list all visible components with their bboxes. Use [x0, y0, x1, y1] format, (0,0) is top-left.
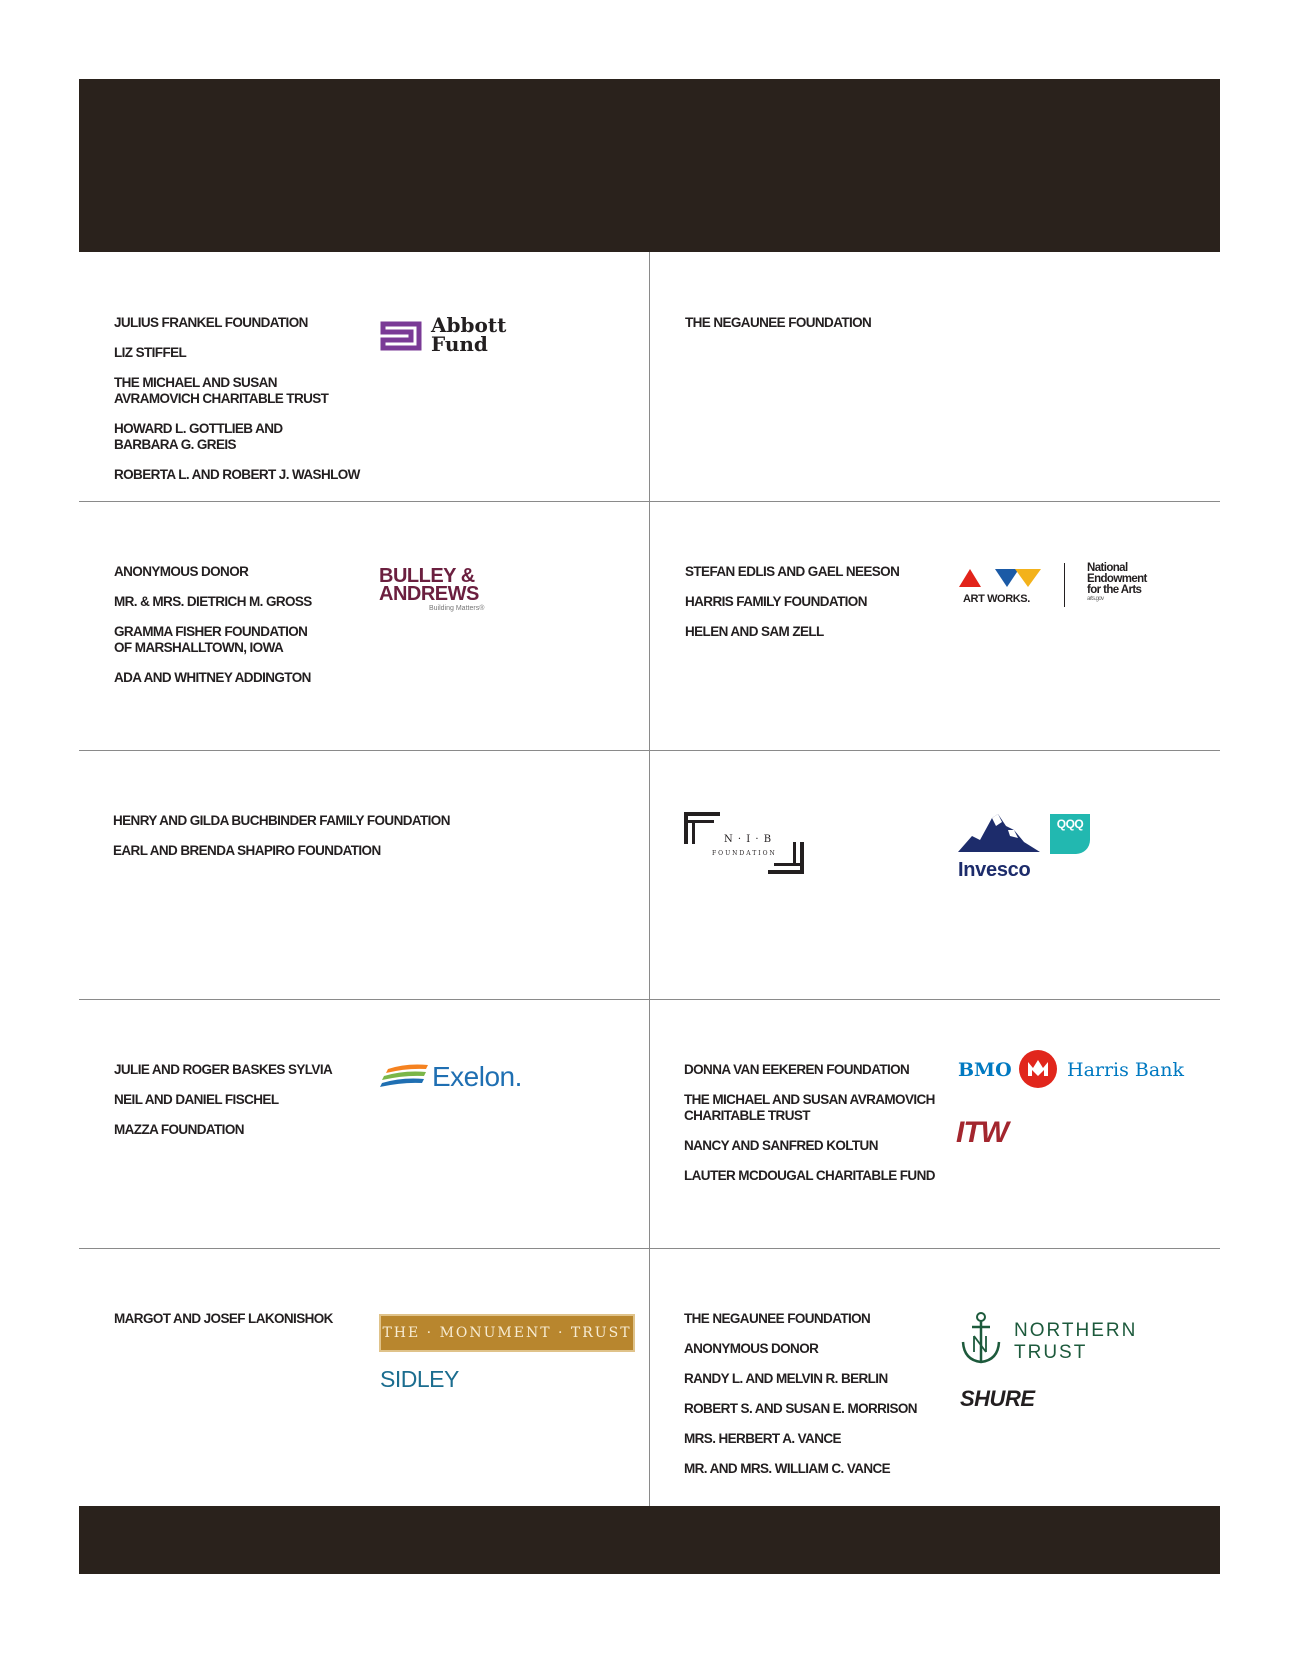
donor-list [684, 1311, 917, 1491]
donor-name: THE MICHAEL AND SUSAN AVRAMOVICH CHARITABLE TRUST [684, 1092, 935, 1123]
donor-list [114, 564, 312, 700]
donor-cell [79, 750, 649, 999]
mountain-icon [958, 812, 1040, 852]
nib-bracket-icon [684, 812, 814, 882]
donor-name: THE NEGAUNEE FOUNDATION [684, 1311, 871, 1326]
top-banner [79, 79, 1220, 252]
donor-cell [79, 252, 649, 501]
donor-name: JULIE AND ROGER BASKES SYLVIA [114, 1062, 333, 1077]
donor-name: THE NEGAUNEE FOUNDATION [685, 315, 872, 330]
monument-text: THE · MONUMENT · TRUST [382, 1325, 632, 1341]
shure-text: SHURE [960, 1386, 1035, 1411]
donor-name: ANONYMOUS DONOR [684, 1341, 819, 1356]
art-works-text: ART WORKS. [963, 593, 1030, 605]
donor-name: HOWARD L. GOTTLIEB AND BARBARA G. GREIS [114, 421, 283, 452]
donor-name: MR. & MRS. DIETRICH M. GROSS [114, 594, 312, 609]
donor-cell [650, 501, 1220, 750]
abbott-fund-logo [379, 313, 519, 356]
donor-name: JULIUS FRANKEL FOUNDATION [114, 315, 308, 330]
donor-name: DONNA VAN EEKEREN FOUNDATION [684, 1062, 910, 1077]
bmo-text: BMO [958, 1059, 1012, 1081]
exelon-stripes-icon [380, 1063, 430, 1091]
donor-name: NANCY AND SANFRED KOLTUN [684, 1138, 878, 1153]
donor-cell [650, 999, 1220, 1248]
donor-name: THE MICHAEL AND SUSAN AVRAMOVICH CHARITABLE TRUST [114, 375, 329, 406]
nea-logo [959, 563, 1169, 613]
donor-name: MARGOT AND JOSEF LAKONISHOK [114, 1311, 333, 1326]
abbott-mark-icon [379, 318, 423, 354]
donor-list [114, 1062, 332, 1152]
bulley-tagline: Building Matters® [429, 605, 485, 612]
exelon-logo [380, 1061, 530, 1101]
donor-cell [79, 1248, 649, 1506]
qqq-badge [1050, 814, 1090, 854]
donor-name: MAZZA FOUNDATION [114, 1122, 244, 1137]
art-works-triangles-icon [959, 567, 1045, 589]
donor-name: MR. AND MRS. WILLIAM C. VANCE [684, 1461, 891, 1476]
donor-list [684, 1062, 935, 1198]
donor-name: STEFAN EDLIS AND GAEL NEESON [685, 564, 900, 579]
donor-name: ROBERT S. AND SUSAN E. MORRISON [684, 1401, 917, 1416]
monument-trust-logo [379, 1314, 635, 1352]
donor-list [114, 315, 360, 497]
donor-name: ANONYMOUS DONOR [114, 564, 249, 579]
shure-logo [960, 1386, 1070, 1412]
donor-name: RANDY L. AND MELVIN R. BERLIN [684, 1371, 888, 1386]
nib-text: N · I · B [724, 834, 773, 845]
donor-name: MRS. HERBERT A. VANCE [684, 1431, 841, 1446]
bmo-harris-logo [958, 1049, 1198, 1091]
donor-list [685, 315, 871, 345]
donor-cell [650, 750, 1220, 999]
invesco-text: Invesco [958, 859, 1031, 881]
donor-list [114, 1311, 333, 1341]
invesco-logo [958, 812, 1098, 882]
nib-foundation-logo [684, 812, 814, 882]
donor-name: LAUTER MCDOUGAL CHARITABLE FUND [684, 1168, 935, 1183]
bulley-text: BULLEY & [379, 565, 475, 587]
harris-bank-text: Harris Bank [1067, 1059, 1184, 1081]
abbott-text: Fund [431, 332, 488, 356]
itw-logo [956, 1118, 1036, 1148]
exelon-text: Exelon. [432, 1061, 522, 1092]
donor-cell [79, 999, 649, 1248]
donor-cell [650, 252, 1220, 501]
bottom-banner [79, 1506, 1220, 1574]
donor-name: GRAMMA FISHER FOUNDATION OF MARSHALLTOWN, IOWA [114, 624, 308, 655]
bmo-roundel-icon [1018, 1049, 1058, 1089]
sidley-text: SIDLEY [380, 1366, 459, 1392]
donor-name: HENRY AND GILDA BUCHBINDER FAMILY FOUNDATION [113, 813, 450, 828]
sidley-logo [380, 1366, 480, 1396]
donor-cell [79, 501, 649, 750]
qqq-text: QQQ [1056, 817, 1084, 831]
donor-list [685, 564, 899, 654]
northern-trust-logo [960, 1312, 1150, 1368]
northern-text: TRUST [1014, 1342, 1088, 1363]
donor-name: HELEN AND SAM ZELL [685, 624, 824, 639]
donor-name: NEIL AND DANIEL FISCHEL [114, 1092, 279, 1107]
nea-text: Endowment [1087, 573, 1147, 585]
donor-cell [650, 1248, 1220, 1506]
nea-text: for the Arts [1087, 584, 1142, 596]
nea-text: National [1087, 562, 1128, 574]
northern-text: NORTHERN [1014, 1320, 1138, 1341]
nea-url: arts.gov [1087, 596, 1104, 602]
donor-name: ROBERTA L. AND ROBERT J. WASHLOW [114, 467, 360, 482]
bulley-andrews-logo [379, 567, 509, 617]
donor-list [113, 813, 450, 873]
itw-text: ITW [956, 1116, 1008, 1149]
abbott-text: Abbott [431, 313, 507, 337]
bulley-text: ANDREWS [379, 583, 479, 605]
anchor-icon [960, 1312, 1002, 1366]
donor-name: ADA AND WHITNEY ADDINGTON [114, 670, 311, 685]
donor-grid [79, 252, 1220, 1506]
donor-name: HARRIS FAMILY FOUNDATION [685, 594, 867, 609]
donor-name: EARL AND BRENDA SHAPIRO FOUNDATION [113, 843, 381, 858]
nea-divider [1064, 563, 1065, 607]
nib-text: FOUNDATION [712, 850, 777, 857]
donor-name: LIZ STIFFEL [114, 345, 187, 360]
